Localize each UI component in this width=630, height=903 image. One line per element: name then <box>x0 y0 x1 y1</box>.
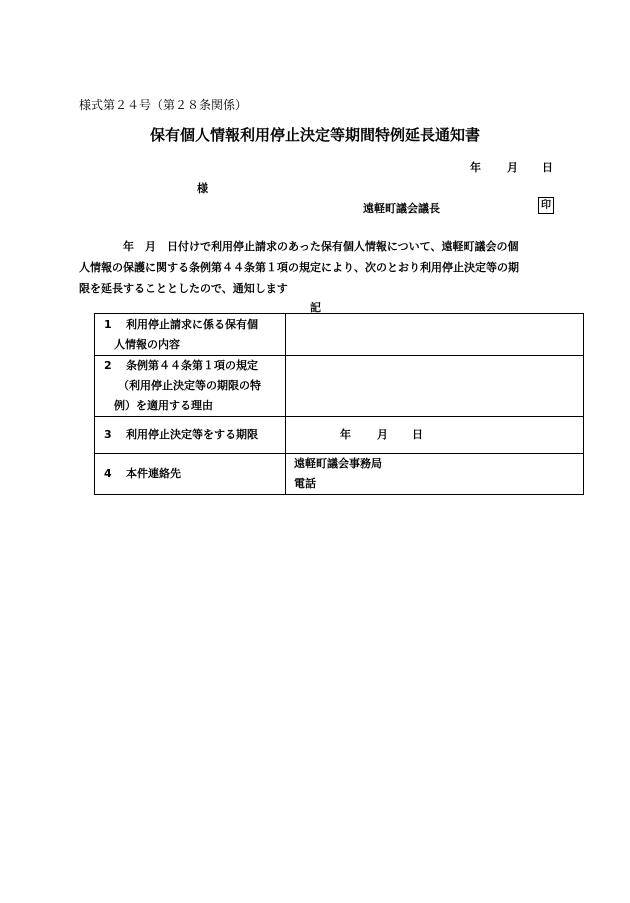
row-1-number: 1 <box>104 317 112 331</box>
table-row <box>95 454 584 495</box>
body-line-2: 人情報の保護に関する条例第４４条第１項の規定により、次のとおり利用停止決定等の期 <box>79 261 519 274</box>
row-3-label <box>95 417 286 454</box>
body-line-1: 年 月 日付けで利用停止請求のあった保有個人情報について、遠軽町議会の個 <box>123 240 519 253</box>
row-2-label-line-3: 例）を適用する理由 <box>114 399 213 412</box>
date-month: 月 <box>507 161 518 174</box>
notice-body <box>79 236 559 299</box>
seal-mark: 印 <box>538 197 554 214</box>
row-1-label <box>95 314 286 356</box>
form-number: 様式第２４号（第２８条関係） <box>79 98 248 112</box>
contact-phone: 電話 <box>294 477 316 490</box>
date-year: 年 <box>470 161 481 174</box>
row-1-value <box>286 314 584 356</box>
row-2-value <box>286 356 584 417</box>
row-2-label-line-1: 条例第４４条第１項の規定 <box>126 359 258 372</box>
document-title: 保有個人情報利用停止決定等期間特例延長通知書 <box>149 126 480 144</box>
deadline-month: 月 <box>377 428 388 441</box>
ki-heading: 記 <box>310 301 321 314</box>
issue-date <box>470 159 553 175</box>
sender-name: 遠軽町議会議長 <box>363 202 440 215</box>
row-2-label <box>95 356 286 417</box>
deadline-year: 年 <box>340 428 351 441</box>
row-2-number: 2 <box>104 359 112 372</box>
row-3-number: 3 <box>104 428 112 441</box>
row-2-label-line-2: （利用停止決定等の期限の特 <box>118 379 261 392</box>
row-1-label-line-1: 利用停止請求に係る保有個 <box>126 317 258 331</box>
row-4-value <box>286 454 584 495</box>
row-3-label-line-1: 利用停止決定等をする期限 <box>126 428 258 441</box>
table-row <box>95 356 584 417</box>
body-line-3: 限を延長することとしたので、通知します <box>79 282 288 295</box>
table-row <box>95 314 584 356</box>
row-1-label-line-2: 人情報の内容 <box>114 337 180 351</box>
row-3-value <box>286 417 584 454</box>
contact-office: 遠軽町議会事務局 <box>294 457 382 470</box>
table-row <box>95 417 584 454</box>
row-4-number: 4 <box>104 467 112 480</box>
deadline-day: 日 <box>412 428 423 441</box>
addressee-suffix: 様 <box>197 182 208 195</box>
notice-table <box>94 313 584 495</box>
row-4-label-line-1: 本件連絡先 <box>126 467 181 480</box>
date-day: 日 <box>542 161 553 174</box>
row-4-label <box>95 454 286 495</box>
